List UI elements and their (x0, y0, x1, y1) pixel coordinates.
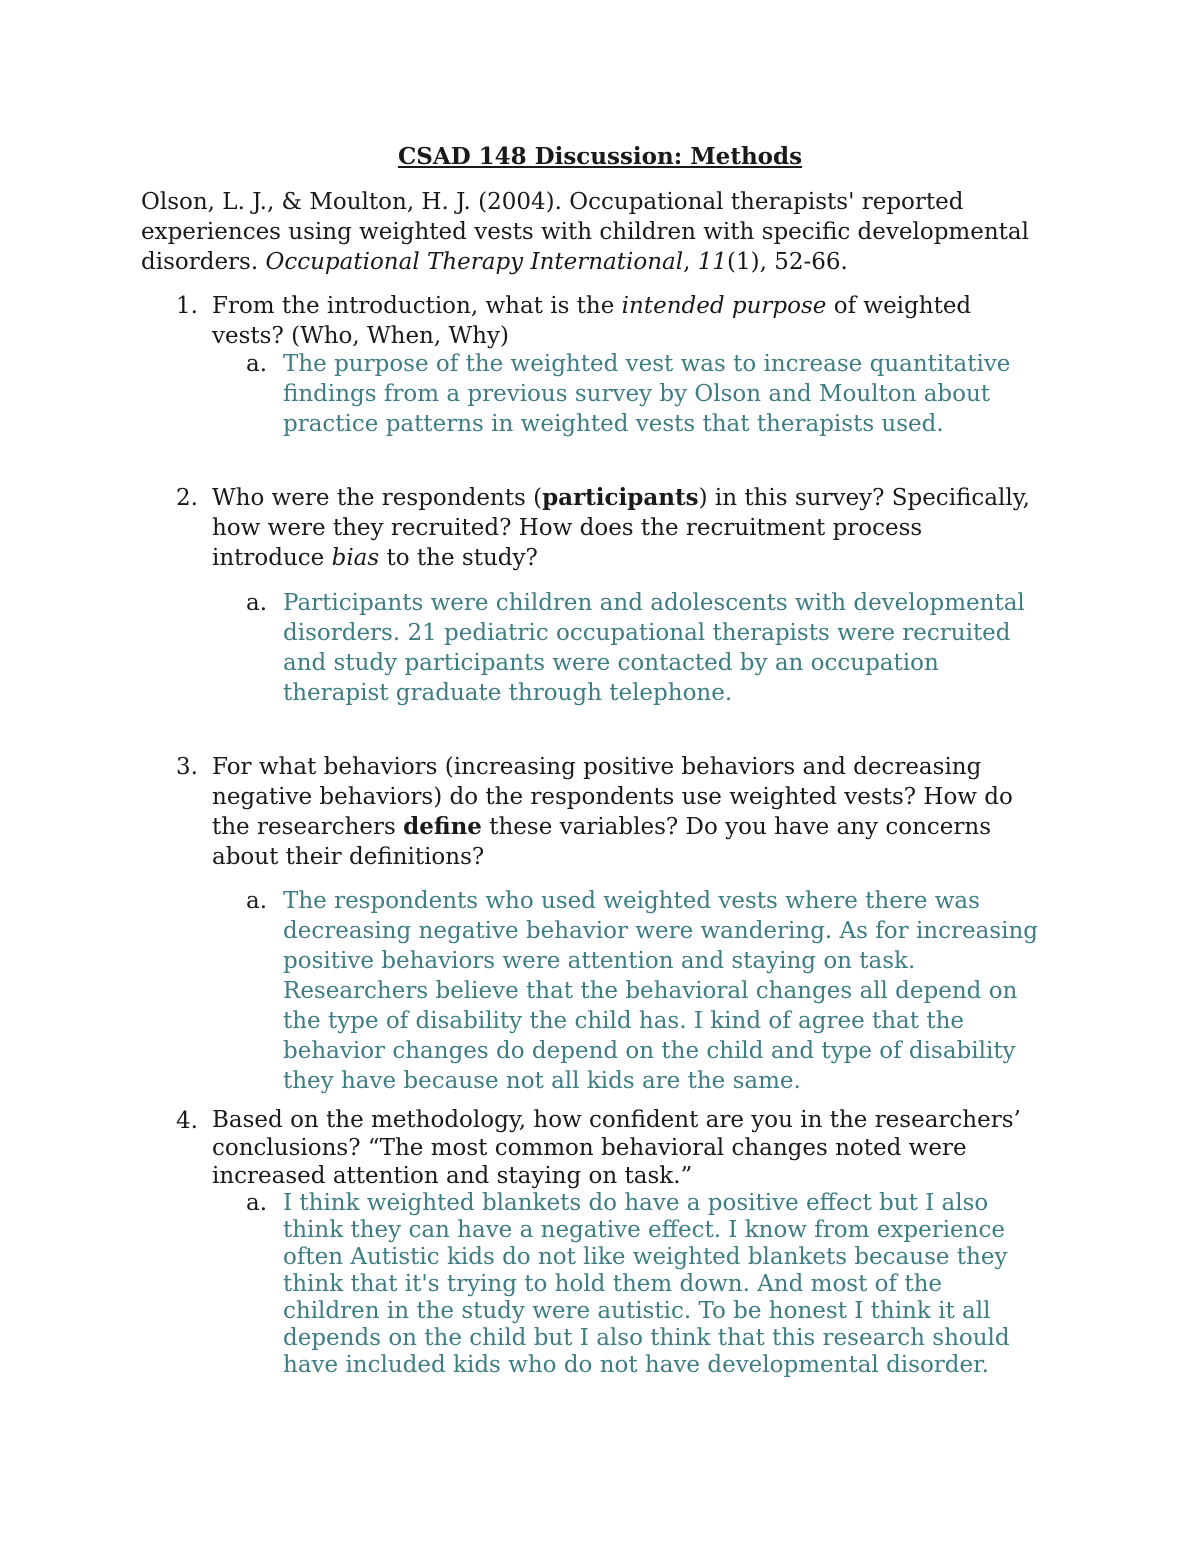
question-3-line-3 (212, 812, 1072, 842)
answer-2-line: disorders. 21 pediatric occupational therapists were recruited (283, 620, 1011, 646)
question-number-2: 2. (176, 485, 198, 511)
q2-l3-a: introduce (212, 545, 332, 571)
answer-4-line: depends on the child but I also think that this research should (283, 1325, 1010, 1351)
question-1-line-2: vests? (Who, When, Why) (212, 323, 509, 349)
q2-strong: participants (542, 484, 699, 511)
journal-volume: 11 (697, 249, 727, 275)
answer-1-line: The purpose of the weighted vest was to increase quantitative (283, 351, 1011, 377)
question-3-line-2: negative behaviors) do the respondents use weighted vests? How do (212, 784, 1013, 810)
q2-text-b: ) in this survey? Specifically, (698, 485, 1030, 511)
q2-l3-b: to the study? (379, 545, 538, 571)
answer-1-line: practice patterns in weighted vests that therapists used. (283, 411, 944, 437)
journal-issue-pages: (1), 52-66. (727, 249, 848, 275)
question-4-line-2: conclusions? “The most common behavioral changes noted were (212, 1135, 967, 1161)
question-4-line-3: increased attention and staying on task.” (212, 1163, 693, 1189)
citation-line-2: experiences using weighted vests with children with specific developmental (141, 219, 1029, 245)
question-2-line-2: how were they recruited? How does the recruitment process (212, 515, 923, 541)
answer-letter-1: a. (246, 351, 268, 377)
answer-3-line: Researchers believe that the behavioral changes all depend on (283, 978, 1018, 1004)
q3-strong: define (403, 813, 482, 840)
question-number-1: 1. (176, 293, 198, 319)
q1-emphasis: intended purpose (621, 293, 827, 319)
question-number-4: 4. (176, 1108, 198, 1134)
question-number-3: 3. (176, 754, 198, 780)
answer-2-line: Participants were children and adolescents with developmental (283, 590, 1025, 616)
question-4 (212, 1106, 1072, 1190)
answer-4-line: have included kids who do not have developmental disorder. (283, 1352, 989, 1378)
answer-letter-2: a. (246, 590, 268, 616)
question-1-line-1 (212, 291, 1072, 321)
citation-line-3 (141, 247, 1071, 277)
question-3 (212, 752, 1072, 872)
journal-name: Occupational Therapy International (265, 249, 684, 275)
answer-letter-4: a. (246, 1190, 268, 1216)
q3-l3-b: these variables? Do you have any concerns (481, 814, 992, 840)
citation-line-1: Olson, L. J., & Moulton, H. J. (2004). Occupational therapists' reported (141, 189, 964, 215)
q3-l3-a: the researchers (212, 814, 404, 840)
q1-text-b: of weighted (826, 293, 972, 319)
answer-1-line: findings from a previous survey by Olson and Moulton about (283, 381, 991, 407)
answer-3-line: the type of disability the child has. I kind of agree that the (283, 1008, 964, 1034)
answer-letter-3: a. (246, 888, 268, 914)
question-2 (212, 483, 1072, 573)
question-1 (212, 291, 1072, 351)
question-4-line-1: Based on the methodology, how confident are you in the researchers’ (212, 1107, 1021, 1133)
q1-text-a: From the introduction, what is the (212, 293, 622, 319)
question-3-line-4: about their definitions? (212, 844, 485, 870)
question-3-line-1: For what behaviors (increasing positive behaviors and decreasing (212, 754, 982, 780)
answer-4-line: often Autistic kids do not like weighted blankets because they (283, 1244, 1008, 1270)
answer-3-line: behavior changes do depend on the child and type of disability (283, 1038, 1016, 1064)
citation (141, 187, 1071, 277)
answer-3-line: they have because not all kids are the same. (283, 1068, 801, 1094)
answer-3-line: The respondents who used weighted vests where there was (283, 888, 980, 914)
answer-4-line: think that it's trying to hold them down. And most of the (283, 1271, 943, 1297)
page-title: CSAD 148 Discussion: Methods (397, 143, 803, 170)
answer-2 (283, 588, 1073, 708)
answer-3-line: decreasing negative behavior were wandering. As for increasing (283, 918, 1039, 944)
q2-emphasis: bias (331, 545, 380, 571)
journal-sep: , (683, 249, 698, 275)
answer-4-line: think they can have a negative effect. I know from experience (283, 1217, 1005, 1243)
answer-4 (283, 1190, 1073, 1379)
answer-3 (283, 886, 1073, 1096)
answer-2-line: and study participants were contacted by an occupation (283, 650, 939, 676)
answer-1 (283, 349, 1073, 439)
answer-4-line: I think weighted blankets do have a positive effect but I also (283, 1190, 989, 1216)
answer-3-line: positive behaviors were attention and staying on task. (283, 948, 916, 974)
question-2-line-3 (212, 543, 1072, 573)
answer-2-line: therapist graduate through telephone. (283, 680, 733, 706)
answer-4-line: children in the study were autistic. To be honest I think it all (283, 1298, 991, 1324)
citation-prefix: disorders. (141, 249, 266, 275)
q2-text-a: Who were the respondents ( (212, 485, 543, 511)
question-2-line-1 (212, 483, 1072, 513)
